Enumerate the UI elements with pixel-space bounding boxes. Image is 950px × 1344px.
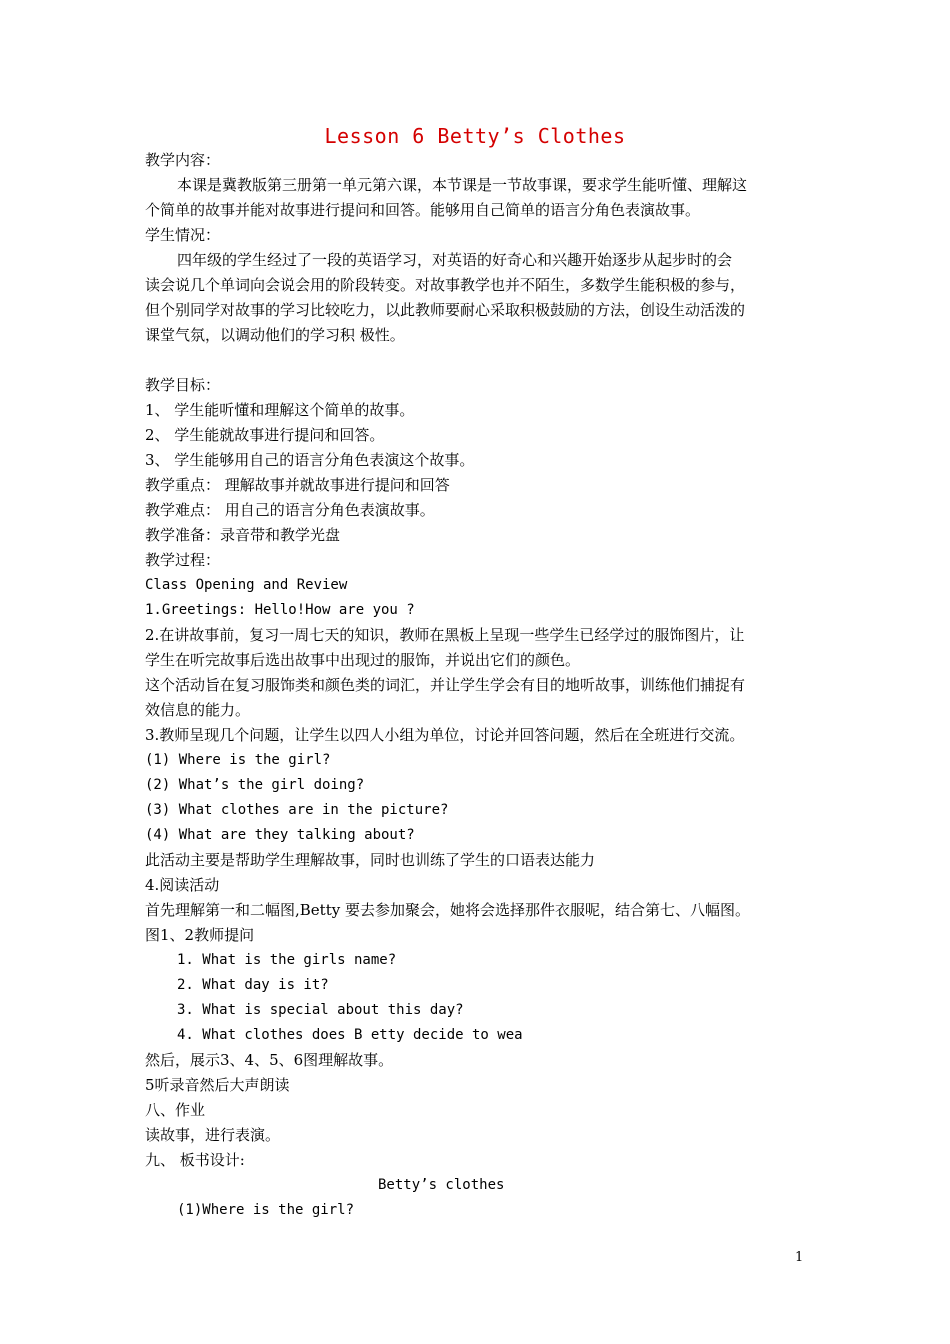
homework-text: 读故事，进行表演。 [145,1126,281,1144]
question-item: (4) What are they talking about? [145,827,415,843]
lesson-title: Lesson 6 Betty’s Clothes [324,124,626,148]
teaching-focus: 教学重点： 理解故事并就故事进行提问和回答 [145,476,450,494]
homework-heading: 八、作业 [145,1101,206,1119]
student-paragraph-line: 但个别同学对故事的学习比较吃力，以此教师要耐心采取积极鼓励的方法，创设生动活泼的 [145,301,746,319]
listening-step: 5听录音然后大声朗读 [145,1076,290,1094]
goal-item: 1、 学生能听懂和理解这个简单的故事。 [145,401,415,419]
student-paragraph-line: 读会说几个单词向会说会用的阶段转变。对故事教学也并不陌生，多数学生能积极的参与， [145,276,746,294]
step-greetings: 1.Greetings: Hello!How are you ? [145,602,415,618]
reading-question: 2. What day is it? [177,977,329,993]
question-item: (1) Where is the girl? [145,752,331,768]
teaching-difficulty: 教学难点： 用自己的语言分角色表演故事。 [145,501,435,519]
teaching-prep: 教学准备：录音带和教学光盘 [145,526,341,544]
board-design-heading: 九、 板书设计: [145,1151,245,1169]
goal-item: 3、 学生能够用自己的语言分角色表演这个故事。 [145,451,475,469]
goals-heading: 教学目标： [145,376,221,394]
step-review-line: 效信息的能力。 [145,701,251,719]
step-review-line: 2.在讲故事前，复习一周七天的知识，教师在黑板上呈现一些学生已经学过的服饰图片，让 [145,626,745,644]
reading-question: 4. What clothes does B etty decide to wea [177,1027,523,1043]
board-title: Betty’s clothes [378,1177,505,1193]
step-review-line: 学生在听完故事后选出故事中出现过的服饰，并说出它们的颜色。 [145,651,581,669]
step-review-line: 这个活动旨在复习服饰类和颜色类的词汇，并让学生学会有目的地听故事，训练他们捕捉有 [145,676,746,694]
student-paragraph-line: 课堂气氛，以调动他们的学习积 极性。 [145,326,405,344]
activity-note: 此活动主要是帮助学生理解故事，同时也训练了学生的口语表达能力 [145,851,596,869]
content-heading: 教学内容： [145,151,221,169]
class-opening: Class Opening and Review [145,577,348,593]
content-paragraph-line: 个简单的故事并能对故事进行提问和回答。能够用自己简单的语言分角色表演故事。 [145,201,701,219]
step-questions-intro: 3.教师呈现几个问题，让学生以四人小组为单位，讨论并回答问题，然后在全班进行交流。 [145,726,745,744]
reading-activity-line: 图1、2教师提问 [145,926,255,944]
reading-question: 1. What is the girls name? [177,952,397,968]
reading-activity-line: 首先理解第一和二幅图,Betty 要去参加聚会，她将会选择那件衣服呢，结合第七、八幅图。 [145,901,750,919]
question-item: (3) What clothes are in the picture? [145,802,449,818]
reading-activity-heading: 4.阅读活动 [145,876,220,894]
page-number: 1 [795,1250,804,1265]
goal-item: 2、 学生能就故事进行提问和回答。 [145,426,385,444]
board-question: (1)Where is the girl? [177,1202,355,1218]
content-paragraph-line: 本课是冀教版第三册第一单元第六课，本节课是一节故事课，要求学生能听懂、理解这 [177,176,748,194]
reading-activity-line: 然后，展示3、4、5、6图理解故事。 [145,1051,394,1069]
question-item: (2) What’s the girl doing? [145,777,365,793]
student-heading: 学生情况： [145,226,221,244]
reading-question: 3. What is special about this day? [177,1002,464,1018]
student-paragraph-line: 四年级的学生经过了一段的英语学习，对英语的好奇心和兴趣开始逐步从起步时的会 [177,251,733,269]
process-heading: 教学过程： [145,551,221,569]
